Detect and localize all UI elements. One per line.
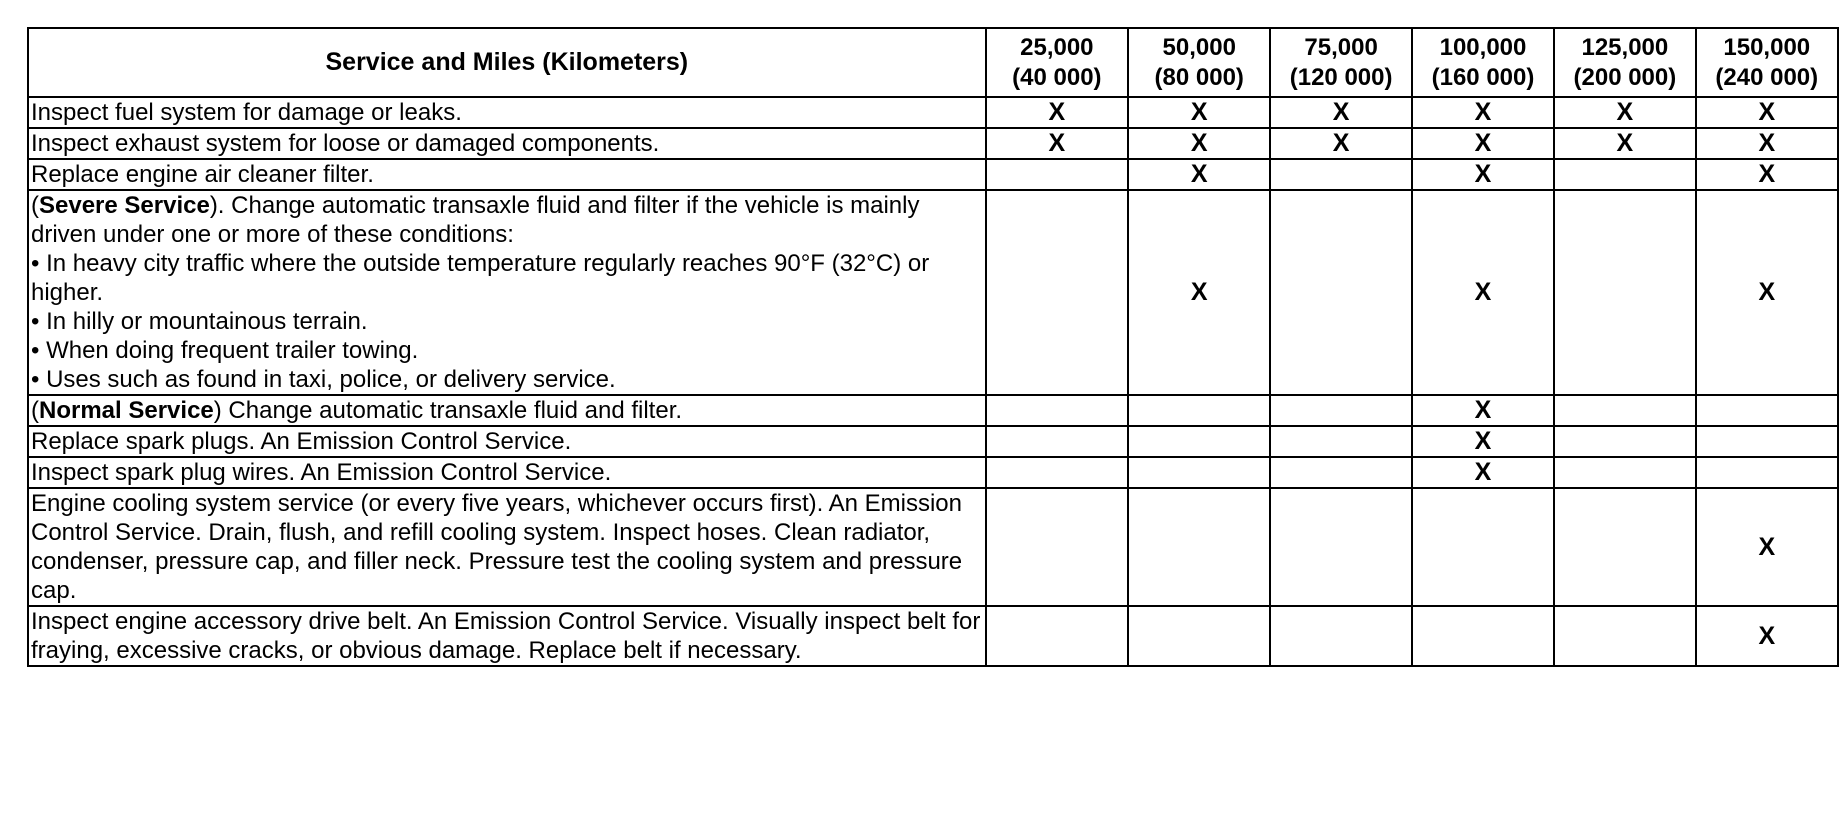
condition-bullet: • In heavy city traffic where the outside temperature regularly reaches 90°F (32°C) or higher. (31, 250, 930, 306)
service-text: Inspect exhaust system for loose or damaged components. (31, 130, 660, 157)
interval-empty-cell (1554, 190, 1695, 395)
interval-empty-cell (986, 190, 1128, 395)
service-description (28, 97, 986, 128)
interval-empty-cell (1270, 606, 1411, 666)
interval-check-mark: X (1412, 426, 1554, 457)
interval-empty-cell (986, 426, 1128, 457)
interval-empty-cell (1554, 395, 1695, 426)
service-column-header: Service and Miles (Kilometers) (28, 28, 986, 97)
interval-empty-cell (986, 457, 1128, 488)
table-row (28, 457, 1838, 488)
interval-check-mark: X (986, 128, 1128, 159)
interval-check-mark: X (1696, 488, 1838, 606)
interval-check-mark: X (1696, 128, 1838, 159)
interval-empty-cell (1270, 159, 1411, 190)
table-row (28, 395, 1838, 426)
interval-check-mark: X (1696, 606, 1838, 666)
service-text: Inspect spark plug wires. An Emission Control Service. (31, 459, 612, 486)
service-text: Inspect engine accessory drive belt. An Emission Control Service. Visually inspect belt for fraying, excessive cracks, or obvious damage. Replace belt if necessary. (31, 608, 981, 664)
interval-empty-cell (1554, 457, 1695, 488)
maintenance-schedule-table (27, 27, 1839, 667)
service-text: Engine cooling system service (or every five years, whichever occurs first). An Emission Control Service. Drain, flush, and refill cooling system. Inspect hoses. Clean radiator, condenser, pressure cap, and filler neck. Pressure test the cooling system and pressure cap. (31, 490, 963, 604)
condition-bullet: • Uses such as found in taxi, police, or delivery service. (31, 366, 616, 393)
interval-check-mark: X (1696, 97, 1838, 128)
interval-empty-cell (986, 395, 1128, 426)
interval-empty-cell (1270, 190, 1411, 395)
interval-empty-cell (986, 488, 1128, 606)
interval-empty-cell (986, 159, 1128, 190)
service-text: ). Change automatic transaxle fluid and filter if the vehicle is mainly driven under one or more of these conditions: (31, 192, 920, 248)
table-row (28, 606, 1838, 666)
interval-check-mark: X (1554, 128, 1695, 159)
interval-empty-cell (1128, 426, 1270, 457)
interval-check-mark: X (1128, 190, 1270, 395)
interval-check-mark: X (1128, 128, 1270, 159)
interval-empty-cell (1696, 395, 1838, 426)
service-description (28, 488, 986, 606)
table-row (28, 190, 1838, 395)
interval-check-mark: X (1412, 128, 1554, 159)
interval-header: 75,000 (120 000) (1270, 28, 1411, 97)
interval-header: 25,000 (40 000) (986, 28, 1128, 97)
table-row (28, 426, 1838, 457)
interval-empty-cell (1270, 488, 1411, 606)
interval-check-mark: X (1270, 128, 1411, 159)
table-row (28, 128, 1838, 159)
interval-empty-cell (1554, 159, 1695, 190)
interval-check-mark: X (1270, 97, 1411, 128)
interval-check-mark: X (986, 97, 1128, 128)
interval-empty-cell (1554, 488, 1695, 606)
service-description (28, 159, 986, 190)
interval-empty-cell (1554, 426, 1695, 457)
table-row (28, 488, 1838, 606)
interval-check-mark: X (1412, 97, 1554, 128)
interval-check-mark: X (1412, 457, 1554, 488)
service-type-label: Normal Service (39, 397, 214, 424)
service-description (28, 426, 986, 457)
header-row (28, 28, 1838, 97)
interval-check-mark: X (1696, 159, 1838, 190)
service-description: (Severe Service). Change automatic transaxle fluid and filter if the vehicle is mainly driven under one or more of these conditions: • In heavy city traffic where the outside temperature regularly reaches 90°F (32°C) or higher. • In hilly or mountainous terrain. • When doing frequent trailer towing. • Uses such as found in taxi, police, or delivery service. (28, 190, 986, 395)
interval-check-mark: X (1412, 190, 1554, 395)
service-text: Inspect fuel system for damage or leaks. (31, 99, 462, 126)
interval-header: 100,000 (160 000) (1412, 28, 1554, 97)
service-description (28, 128, 986, 159)
service-type-label: Severe Service (39, 192, 210, 219)
interval-header: 125,000 (200 000) (1554, 28, 1695, 97)
interval-empty-cell (1412, 488, 1554, 606)
service-text: Replace spark plugs. An Emission Control Service. (31, 428, 572, 455)
interval-empty-cell (1270, 426, 1411, 457)
interval-empty-cell (1270, 395, 1411, 426)
interval-empty-cell (1128, 488, 1270, 606)
interval-header: 150,000 (240 000) (1696, 28, 1838, 97)
interval-empty-cell (1270, 457, 1411, 488)
interval-empty-cell (1696, 426, 1838, 457)
interval-check-mark: X (1696, 190, 1838, 395)
interval-empty-cell (1412, 606, 1554, 666)
interval-check-mark: X (1412, 159, 1554, 190)
table-row (28, 97, 1838, 128)
interval-empty-cell (986, 606, 1128, 666)
interval-check-mark: X (1128, 159, 1270, 190)
service-description: (Normal Service) Change automatic transaxle fluid and filter. (28, 395, 986, 426)
interval-check-mark: X (1128, 97, 1270, 128)
service-description (28, 457, 986, 488)
interval-empty-cell (1128, 395, 1270, 426)
interval-empty-cell (1696, 457, 1838, 488)
interval-empty-cell (1554, 606, 1695, 666)
service-text: ) Change automatic transaxle fluid and filter. (213, 397, 683, 424)
service-description (28, 606, 986, 666)
interval-check-mark: X (1412, 395, 1554, 426)
service-text: Replace engine air cleaner filter. (31, 161, 374, 188)
interval-check-mark: X (1554, 97, 1695, 128)
interval-header: 50,000 (80 000) (1128, 28, 1270, 97)
condition-bullet: • When doing frequent trailer towing. (31, 337, 419, 364)
condition-bullet: • In hilly or mountainous terrain. (31, 308, 368, 335)
interval-empty-cell (1128, 606, 1270, 666)
table-row (28, 159, 1838, 190)
interval-empty-cell (1128, 457, 1270, 488)
